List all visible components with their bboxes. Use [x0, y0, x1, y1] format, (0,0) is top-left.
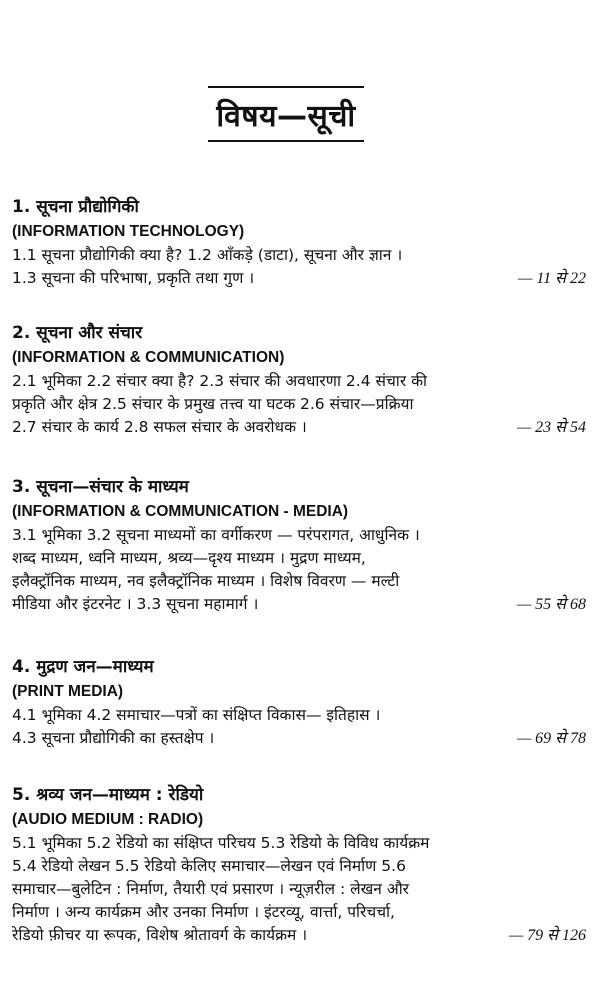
section-5 [12, 782, 590, 947]
section-1 [12, 194, 590, 290]
page-range: — 69 से 78 [516, 730, 586, 747]
section-line: प्रकृति और क्षेत्र 2.5 संचार के प्रमुख तत्त्व या घटक 2.6 संचार—प्रक्रिया [12, 395, 414, 413]
section-line: निर्माण । अन्य कार्यक्रम और उनका निर्माण । इंटरव्यू, वार्त्ता, परिचर्चा, [12, 903, 395, 921]
section-4 [12, 654, 590, 750]
section-line: मीडिया और इंटरनेट । 3.3 सूचना महामार्ग । — 55 से 68 [12, 593, 590, 616]
page-range: — 11 से 22 [518, 270, 586, 287]
section-english-heading: (INFORMATION & COMMUNICATION) [12, 349, 285, 366]
section-line: 1.1 सूचना प्रौद्योगिकी क्या है? 1.2 आँकड़े (डाटा), सूचना और ज्ञान । [12, 246, 403, 264]
section-line: रेडियो फ़ीचर या रूपक, विशेष श्रोतावर्ग के कार्यक्रम । — 79 से 126 [12, 924, 590, 947]
section-heading: 3. सूचना—संचार के माध्यम [12, 477, 189, 497]
section-line: शब्द माध्यम, ध्वनि माध्यम, श्रव्य—दृश्य माध्यम । मुद्रण माध्यम, [12, 549, 366, 567]
section-line: इलैक्ट्रॉनिक माध्यम, नव इलैक्ट्रॉनिक माध्यम । विशेष विवरण — मल्टी [12, 572, 400, 590]
title-box [208, 86, 364, 142]
section-line: समाचार—बुलेटिन : निर्माण, तैयारी एवं प्रसारण । न्यूज़रील : लेखन और [12, 880, 410, 898]
section-3 [12, 474, 590, 616]
section-2 [12, 320, 590, 439]
section-heading: 5. श्रव्य जन—माध्यम : रेडियो [12, 785, 204, 805]
section-heading: 4. मुद्रण जन—माध्यम [12, 657, 154, 677]
section-heading: 1. सूचना प्रौद्योगिकी [12, 197, 139, 217]
section-english-heading: (INFORMATION TECHNOLOGY) [12, 223, 245, 240]
section-line: 1.3 सूचना की परिभाषा, प्रकृति तथा गुण । — 11 से 22 [12, 267, 590, 290]
section-line: 2.7 संचार के कार्य 2.8 सफल संचार के अवरोधक । — 23 से 54 [12, 416, 590, 439]
section-line: 5.1 भूमिका 5.2 रेडियो का संक्षिप्त परिचय 5.3 रेडियो के विविध कार्यक्रम [12, 834, 430, 852]
section-line: 2.1 भूमिका 2.2 संचार क्या है? 2.3 संचार की अवधारणा 2.4 संचार की [12, 372, 428, 390]
page-range: — 79 से 126 [508, 927, 586, 944]
page-title: विषय—सूची [216, 98, 356, 134]
page-range: — 23 से 54 [516, 419, 586, 436]
section-english-heading: (AUDIO MEDIUM : RADIO) [12, 811, 204, 828]
section-english-heading: (PRINT MEDIA) [12, 683, 124, 700]
section-line: 5.4 रेडियो लेखन 5.5 रेडियो केलिए समाचार—लेखन एवं निर्माण 5.6 [12, 857, 406, 875]
section-line: 4.1 भूमिका 4.2 समाचार—पत्रों का संक्षिप्त विकास— इतिहास । [12, 706, 381, 724]
section-line: 3.1 भूमिका 3.2 सूचना माध्यमों का वर्गीकरण — परंपरागत, आधुनिक । [12, 526, 420, 544]
page-range: — 55 से 68 [516, 596, 586, 613]
section-heading: 2. सूचना और संचार [12, 323, 143, 343]
section-line: 4.3 सूचना प्रौद्योगिकी का हस्तक्षेप । — 69 से 78 [12, 727, 590, 750]
section-english-heading: (INFORMATION & COMMUNICATION - MEDIA) [12, 503, 349, 520]
